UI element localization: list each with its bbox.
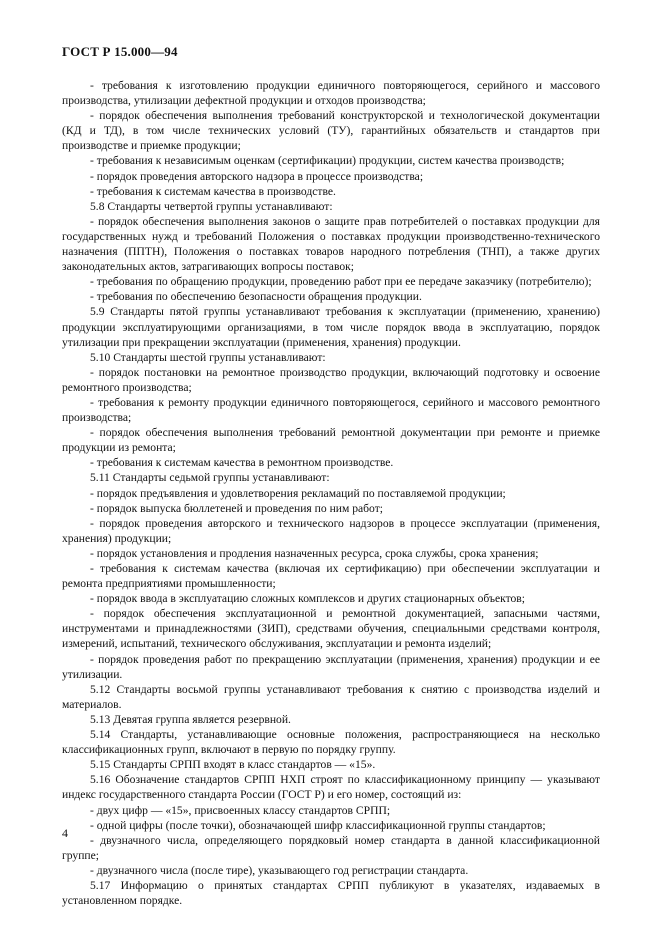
section-paragraph: 5.9 Стандарты пятой группы устанавливают требования к эксплуатации (применению, хранению) продукции эксплуатирующими организациями, в том числе порядок ввода в эксплуатацию, порядок утилизации при прекращении эксплуатации (применения, хранения) продукции. (62, 305, 600, 349)
paragraph: - требования к независимым оценкам (сертификации) продукции, систем качества производств; (90, 154, 565, 168)
section-paragraph: 5.15 Стандарты СРПП входят в класс стандартов — «15». (90, 758, 376, 772)
paragraph: - порядок проведения авторского надзора в процессе производства; (90, 169, 424, 183)
paragraph: - требования к изготовлению продукции единичного повторяющегося, серийного и массового производства, утилизации дефектной продукции и отходов производства; (62, 79, 600, 108)
paragraph: - порядок обеспечения выполнения требований ремонтной документации при ремонте и приемке продукции из ремонта; (62, 426, 600, 455)
paragraph: - одной цифры (после точки), обозначающей шифр классификационной группы стандартов; (90, 818, 546, 832)
paragraph: - порядок ввода в эксплуатацию сложных комплексов и других стационарных объектов; (90, 592, 525, 606)
paragraph: - двузначного числа, определяющего порядковый номер стандарта в данной классификационной группе; (62, 833, 600, 862)
paragraph: - порядок обеспечения эксплуатационной и ремонтной документацией, запасными частями, инструментами и принадлежностями (ЗИП), средствами обучения, специальными средствами контроля, измерений, испытаний, технического обслуживания, эксплуатации и ремонта изделий; (62, 607, 600, 651)
paragraph: - требования по обращению продукции, проведению работ при ее передаче заказчику (потребителю); (90, 275, 592, 289)
paragraph: - порядок установления и продления назначенных ресурса, срока службы, срока хранения; (90, 546, 539, 560)
section-heading: 5.10 Стандарты шестой группы устанавливают: (90, 350, 326, 364)
section-paragraph: 5.12 Стандарты восьмой группы устанавливают требования к снятию с производства изделий и материалов. (62, 682, 600, 711)
paragraph: - порядок обеспечения выполнения законов о защите прав потребителей о поставках продукции для государственных нужд и требований Положения о поставках продукции производственно-технического назначения (ППТН), Положения о поставках товаров народного потребления (ТНП), а также других законодательных актов, затрагивающих вопросы поставок; (62, 214, 600, 274)
paragraph: - порядок постановки на ремонтное производство продукции, включающий подготовку и освоение ремонтного производства; (62, 365, 600, 394)
section-paragraph: 5.17 Информацию о принятых стандартах СРПП публикуют в указателях, издаваемых в установленном порядке. (62, 878, 600, 908)
paragraph: - порядок проведения работ по прекращению эксплуатации (применения, хранения) продукции и ее утилизации. (62, 652, 600, 681)
paragraph: - требования к системам качества в производстве. (90, 184, 336, 198)
paragraph: - требования к системам качества (включая их сертификацию) при обеспечении эксплуатации и ремонта предприятиями промышленности; (62, 562, 600, 591)
paragraph: - порядок проведения авторского и технического надзоров в процессе эксплуатации (применения, хранения) продукции; (62, 516, 600, 545)
document-header: ГОСТ Р 15.000—94 (62, 44, 178, 59)
paragraph: - требования по обеспечению безопасности обращения продукции. (90, 290, 422, 304)
paragraph: - порядок обеспечения выполнения требований конструкторской и технологической документации (КД и ТД), в том числе технических условий (ТУ), гарантийных обязательств и стандартов при производстве и приемке продукции; (62, 109, 600, 153)
paragraph: - двух цифр — «15», присвоенных классу стандартов СРПП; (90, 803, 391, 817)
paragraph: - требования к системам качества в ремонтном производстве. (90, 456, 394, 470)
section-paragraph: 5.13 Девятая группа является резервной. (90, 712, 291, 726)
paragraph: - двузначного числа (после тире), указывающего год регистрации стандарта. (90, 863, 469, 877)
paragraph: - требования к ремонту продукции единичного повторяющегося, серийного и массового ремонтного производства; (62, 395, 600, 425)
section-heading: 5.11 Стандарты седьмой группы устанавливают: (90, 471, 330, 485)
section-heading: 5.8 Стандарты четвертой группы устанавливают: (90, 199, 333, 213)
paragraph: - порядок выпуска бюллетеней и проведения по ним работ; (90, 501, 383, 515)
section-paragraph: 5.14 Стандарты, устанавливающие основные положения, распространяющиеся на несколько классификационных групп, включают в первую по порядку группу. (62, 728, 600, 757)
document-body (62, 78, 600, 908)
paragraph: - порядок предъявления и удовлетворения рекламаций по поставляемой продукции; (90, 486, 506, 500)
page-number: 4 (62, 826, 68, 840)
section-paragraph: 5.16 Обозначение стандартов СРПП НХП строят по классификационному принципу — указывают индекс государственного стандарта России (ГОСТ Р) и его номер, состоящий из: (62, 773, 600, 802)
